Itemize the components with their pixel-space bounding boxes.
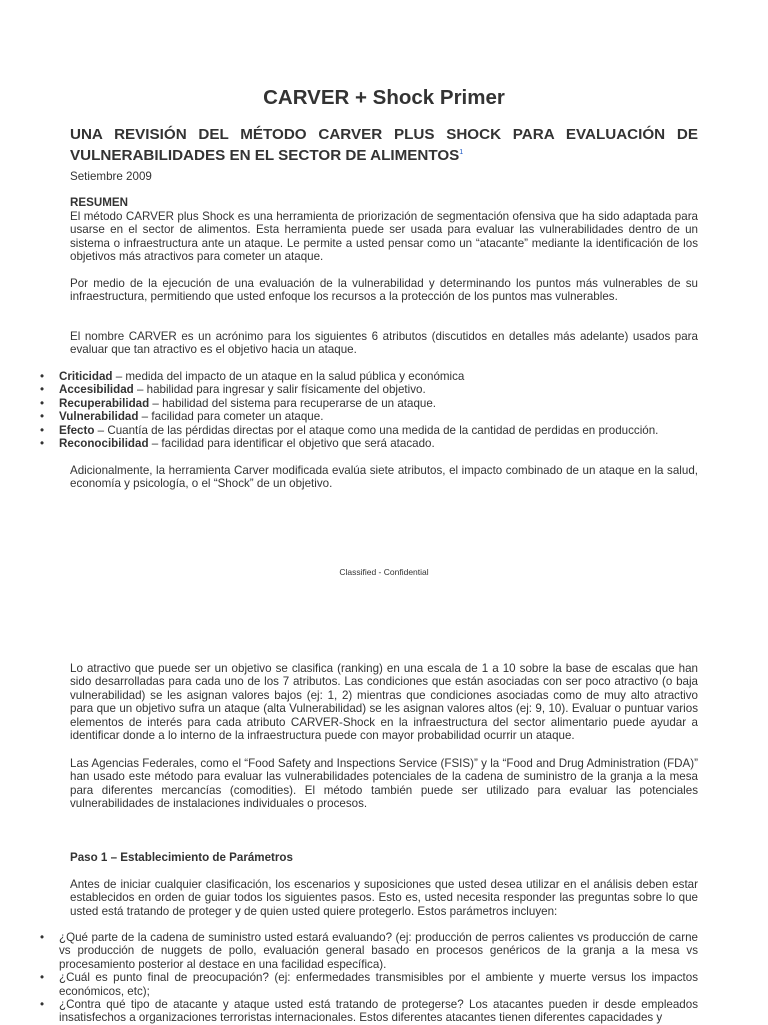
attribute-term: Criticidad bbox=[59, 370, 113, 383]
list-item-text: ¿Contra qué tipo de atacante y ataque usted está tratando de protegerse? Los atacantes pueden ir desde empleados insatisfechos a organizaciones terroristas internacionales. Estos diferentes atacantes tienen diferentes capacidades y bbox=[59, 998, 698, 1025]
bullet-icon: • bbox=[40, 971, 45, 985]
list-item bbox=[0, 971, 698, 998]
bullet-icon: • bbox=[40, 423, 45, 437]
list-item bbox=[0, 998, 698, 1025]
paragraph-carver-name: El nombre CARVER es un acrónimo para los siguientes 6 atributos (discutidos en detalles más adelante) usados para evaluar que tan atractivo es el objetivo hacia un ataque. bbox=[70, 330, 698, 357]
list-item-text: ¿Qué parte de la cadena de suministro usted estará evaluando? (ej: producción de perros calientes vs producción de carne vs producción de nuggets de pollo, evaluación general basado en procesos genéricos de la granja a la mesa vs procesamiento posterior al destace en una facilidad específica). bbox=[59, 931, 698, 971]
step1-heading: Paso 1 – Establecimiento de Parámetros bbox=[70, 851, 293, 864]
attribute-desc: – facilidad para cometer un ataque. bbox=[138, 410, 324, 424]
bullet-icon: • bbox=[40, 437, 45, 451]
attribute-desc: – habilidad para ingresar y salir físicamente del objetivo. bbox=[133, 383, 426, 397]
attribute-desc: – medida del impacto de un ataque en la salud pública y económica bbox=[112, 370, 465, 383]
paragraph-ranking: Lo atractivo que puede ser un objetivo se clasifica (ranking) en una escala de 1 a 10 sobre la base de escalas que han sido desarrolladas para cada uno de los 7 atributos. Las condiciones que están asociadas con ser poco atractivo (o baja vulnerabilidad) se les asignan valores bajos (ej: 1, 2) mientras que condiciones asociadas como de muy alto atractivo para que un objetivo sufra un ataque (alta Vulnerabilidad) se les asignan valores altos (ej: 9, 10). Evaluar o puntuar varios elementos de interés para cada atributo CARVER-Shock en la infraestructura del sector alimentario puede ayudar a identificar donde a lo interno de la infraestructura puede con mayor probabilidad ocurrir un ataque. bbox=[70, 662, 698, 743]
list-item-accesibilidad bbox=[0, 383, 698, 396]
bullet-icon: • bbox=[40, 396, 45, 410]
attribute-term: Accesibilidad bbox=[59, 383, 134, 397]
list-item-vulnerabilidad bbox=[0, 410, 698, 423]
attribute-desc: – facilidad para identificar el objetivo que será atacado. bbox=[148, 437, 435, 451]
carver-attribute-list bbox=[0, 370, 698, 450]
parameter-list bbox=[0, 931, 698, 1025]
bullet-icon: • bbox=[40, 410, 45, 424]
document-title: CARVER + Shock Primer bbox=[263, 86, 505, 109]
paragraph-parameters: Antes de iniciar cualquier clasificación, los escenarios y suposiciones que usted desea utilizar en el análisis deben estar establecidos en orden de guiar todos los siguientes pasos. Esto es, usted necesita responder las preguntas sobre lo que usted está tratando de proteger y de quien usted quiere protegerlo. Estos parámetros incluyen: bbox=[70, 878, 698, 918]
attribute-term: Reconocibilidad bbox=[59, 437, 149, 451]
bullet-icon: • bbox=[40, 998, 45, 1012]
list-item-reconocibilidad bbox=[0, 437, 698, 450]
list-item-efecto bbox=[0, 424, 698, 437]
attribute-desc: – Cuantía de las pérdidas directas por el ataque como una medida de la cantidad de perdidas en producción. bbox=[94, 423, 659, 437]
classification-label: Classified - Confidential bbox=[339, 567, 429, 577]
bullet-icon: • bbox=[40, 370, 45, 383]
resumen-heading: RESUMEN bbox=[70, 196, 128, 209]
paragraph-federal-agencies: Las Agencias Federales, como el “Food Safety and Inspections Service (FSIS)” y la “Food and Drug Administration (FDA)” han usado este método para evaluar las vulnerabilidades potenciales de la cadena de suministro de la granja a la mesa para diferentes mercancías (comodities). El método también puede ser utilizado para evaluar las potenciales vulnerabilidades de instalaciones individuales o procesos. bbox=[70, 757, 698, 811]
attribute-term: Efecto bbox=[59, 423, 95, 437]
document-subtitle bbox=[70, 126, 698, 165]
subtitle-text: UNA REVISIÓN DEL MÉTODO CARVER PLUS SHOCK PARA EVALUACIÓN DE VULNERABILIDADES EN EL SECTOR DE ALIMENTOS bbox=[70, 126, 698, 165]
document-date: Setiembre 2009 bbox=[70, 170, 152, 183]
paragraph-shock: Adicionalmente, la herramienta Carver modificada evalúa siete atributos, el impacto combinado de un ataque en la salud, economía y psicología, o el “Shock” de un objetivo. bbox=[70, 464, 698, 491]
attribute-desc: – habilidad del sistema para recuperarse de un ataque. bbox=[149, 396, 437, 410]
footnote-link[interactable]: 1 bbox=[459, 149, 464, 156]
paragraph-intro: El método CARVER plus Shock es una herramienta de priorización de segmentación ofensiva que ha sido adaptada para usarse en el sector de alimentos. Esta herramienta puede ser usada para evaluar las vulnerabilidades dentro de un sistema o infraestructura ante un ataque. Le permite a usted pensar como un “atacante” mediante la identificación de los objetivos más atractivos para cometer un ataque. bbox=[70, 210, 698, 264]
paragraph-assessment: Por medio de la ejecución de una evaluación de la vulnerabilidad y determinando los puntos más vulnerables de su infraestructura, permitiendo que usted enfoque los recursos a la protección de los puntos mas vulnerables. bbox=[70, 277, 698, 304]
bullet-icon: • bbox=[40, 383, 45, 397]
attribute-term: Recuperabilidad bbox=[59, 396, 150, 410]
attribute-term: Vulnerabilidad bbox=[59, 410, 139, 424]
list-item-text: ¿Cuál es punto final de preocupación? (ej: enfermedades transmisibles por el ambiente y muerte versus los impactos económicos, etc); bbox=[59, 971, 698, 998]
bullet-icon: • bbox=[40, 931, 45, 944]
list-item-criticidad bbox=[0, 370, 698, 383]
list-item-recuperabilidad bbox=[0, 397, 698, 410]
list-item bbox=[0, 931, 698, 971]
